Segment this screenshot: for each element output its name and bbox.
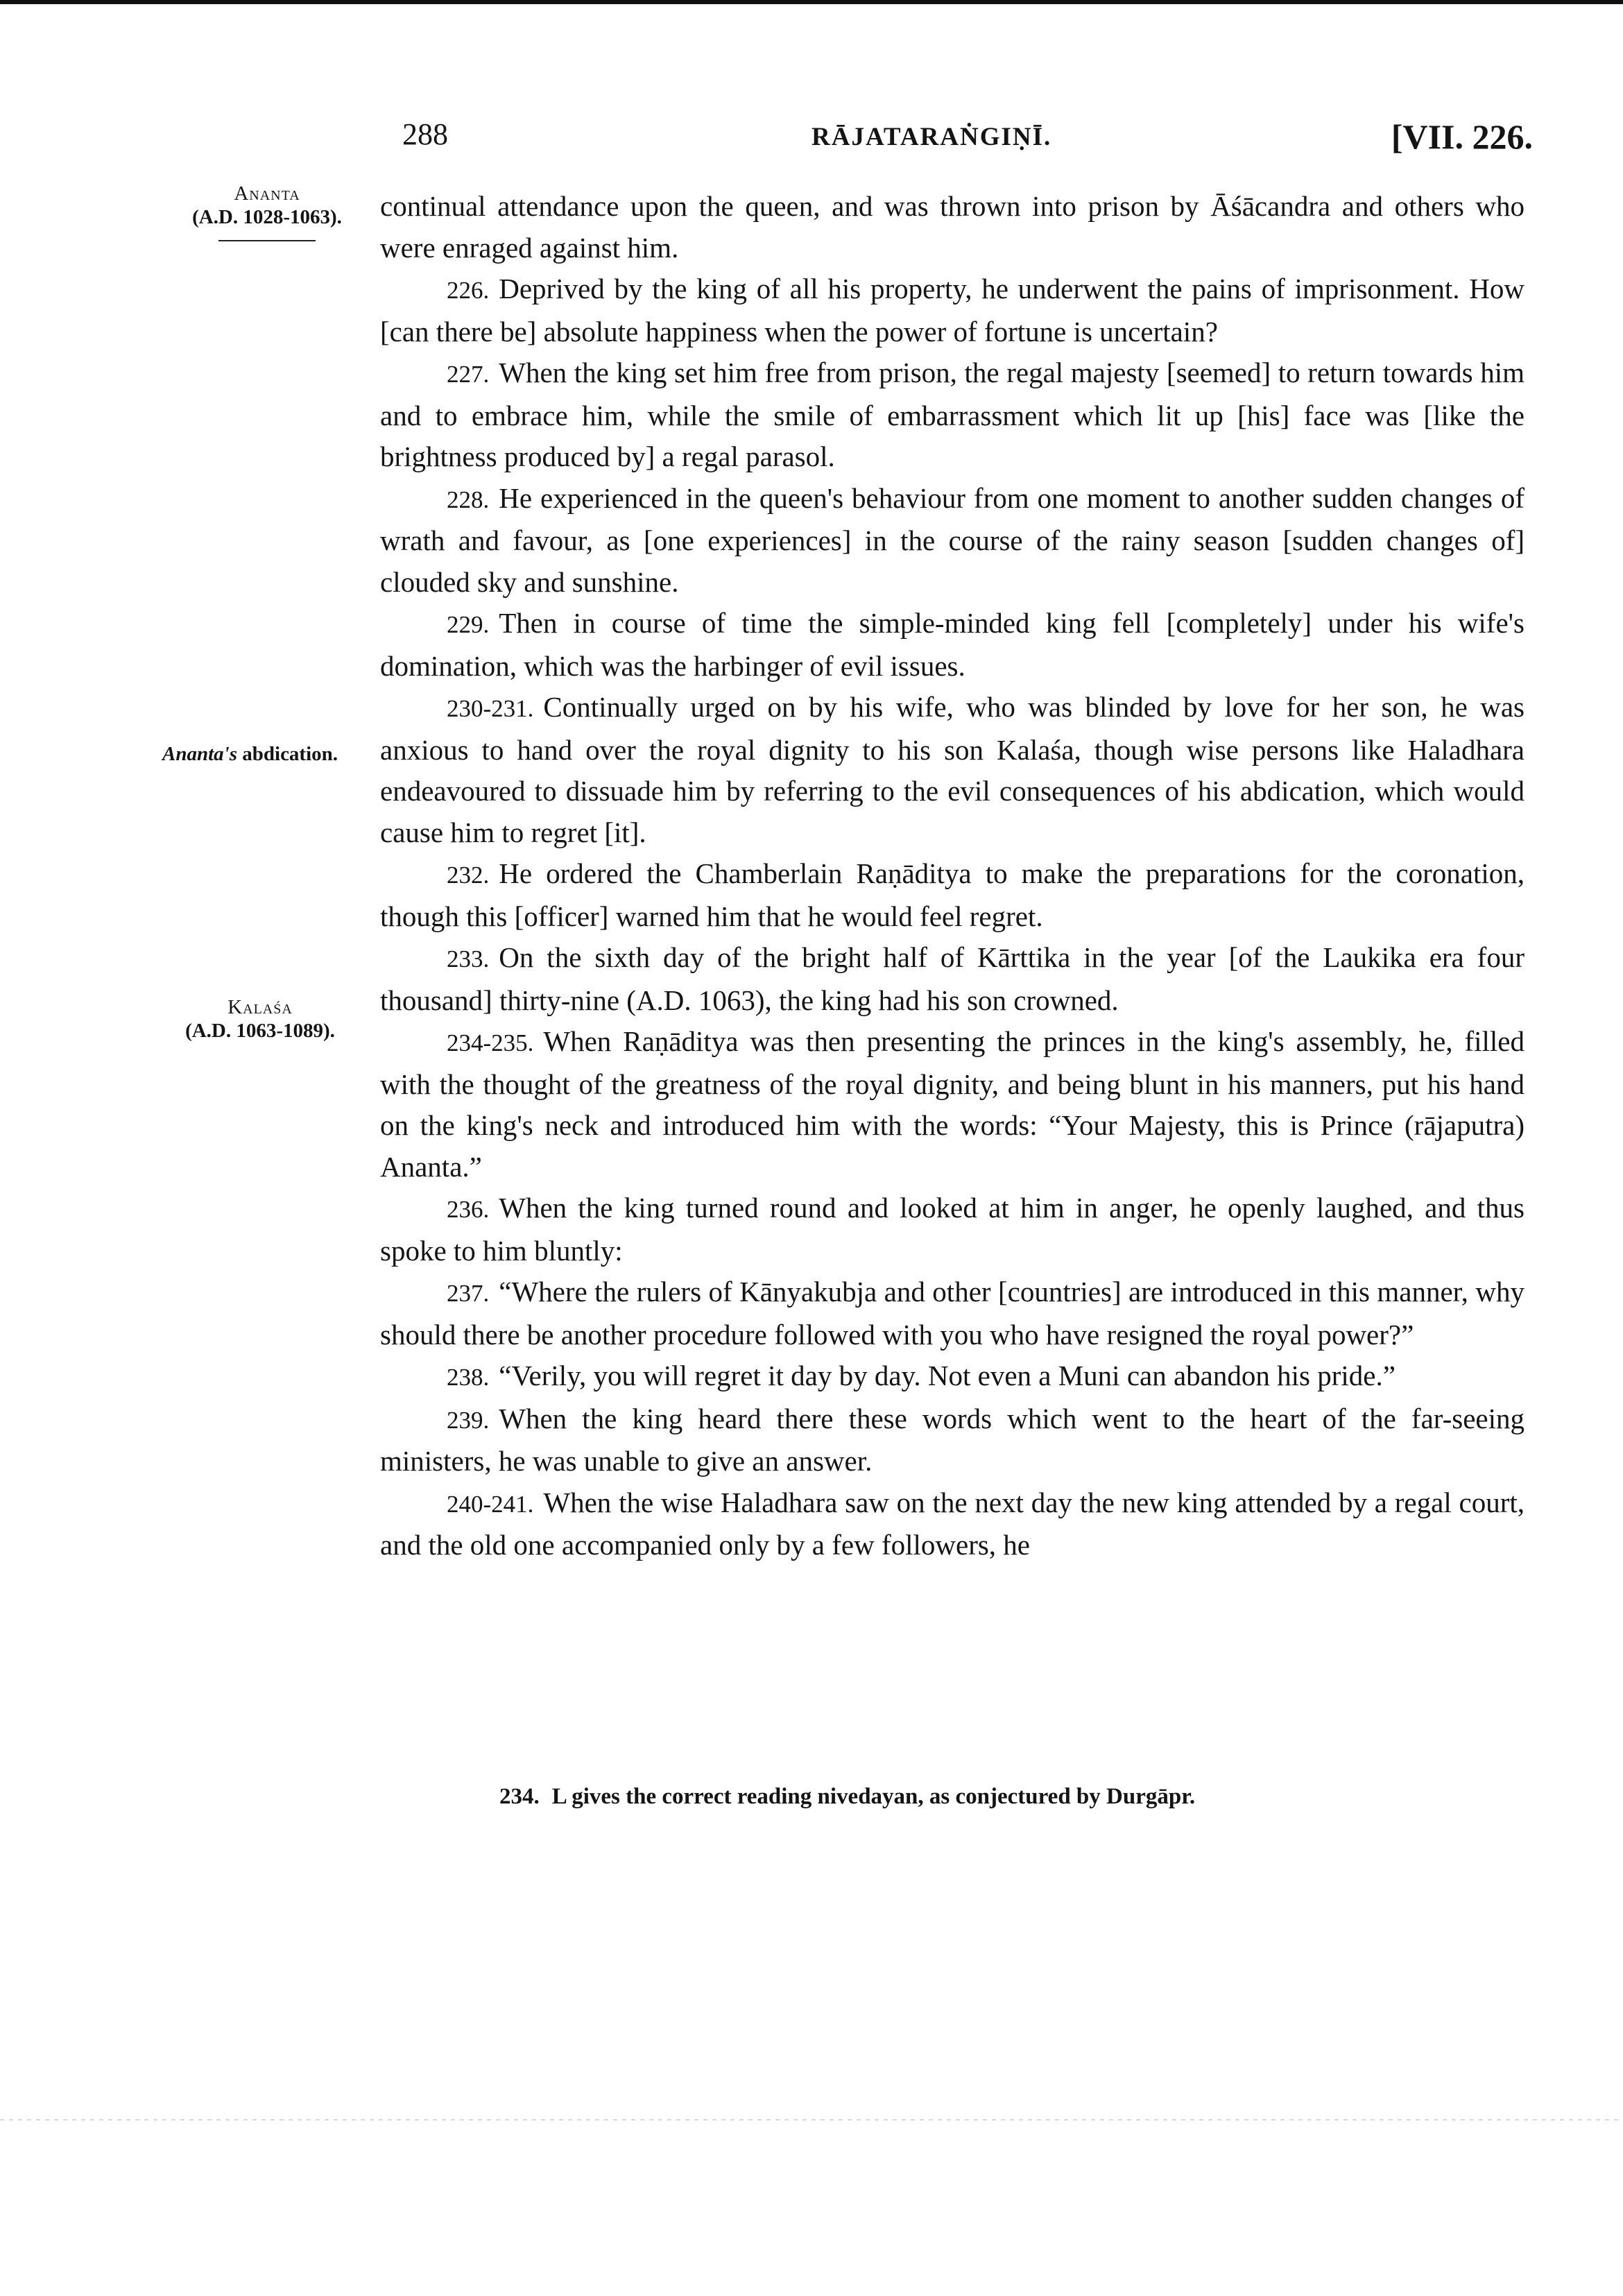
sidenote-abdication-name: Ananta's [162,743,237,765]
verse-text: He ordered the Chamberlain Raṇāditya to make the preparations for the coronation, though this [officer] warned him that he would feel regret. [380,857,1525,932]
sidenote-ananta [156,182,378,241]
verse-text: When the wise Haladhara saw on the next day the new king attended by a regal court, and the old one accompanied only by a few followers, he [380,1486,1525,1561]
running-title: RĀJATARAṄGIṆĪ. [812,123,1052,151]
sidenote-kalasa-dates: (A.D. 1063-1089). [185,1020,335,1042]
verse-237 [380,1271,1525,1355]
verse-228 [380,478,1525,603]
sidenote-ananta-dates: (A.D. 1028-1063). [192,206,342,228]
verse-234-235 [380,1021,1525,1188]
verse-239 [380,1398,1525,1482]
sidenote-abdication-rest: abdication. [237,743,338,765]
verse-text: When the king heard there these words which went to the heart of the far-seeing ministers, he was unable to give an answer. [380,1402,1525,1477]
footnote [499,1783,1505,1810]
sidenote-kalasa-name: Kalaśa [227,996,293,1018]
verse-240-241 [380,1482,1525,1566]
verse-text: He experienced in the queen's behaviour from one moment to another sudden changes of wrath and favour, as [one experiences] in the course of the rainy season [sudden changes of] clouded sky and sunshine. [380,481,1525,598]
paragraph-continuation [380,186,1525,268]
page-number: 288 [402,117,448,151]
verse-number: 236. [447,1196,490,1223]
verse-number: 234-235. [447,1029,534,1056]
sidenote-ananta-name: Ananta [234,182,300,205]
verse-number: 230-231. [447,695,534,722]
sidenote-kalasa [156,995,364,1043]
footnote-number: 234. [499,1784,540,1809]
verse-number: 237. [447,1280,490,1307]
verse-238 [380,1355,1525,1398]
verse-text: When Raṇāditya was then presenting the princes in the king's assembly, he, filled with the thought of the greatness of the royal dignity, and being blunt in his manners, put his hand on the king's neck and introduced him with the words: “Your Majesty, this is Prince (rājaputra) Ananta.” [380,1025,1525,1183]
verse-text: Then in course of time the simple-minded king fell [completely] under his wife's domination, which was the harbinger of evil issues. [380,607,1525,682]
verse-text: Continually urged on by his wife, who was blinded by love for her son, he was anxious to hand over the royal dignity to his son Kalaśa, though wise persons like Haladhara endeavoured to dissuade him by referring to the evil consequences of his abdication, which would cause him to regret [it]. [380,691,1525,848]
sidenote-abdication [162,742,384,766]
verse-number: 229. [447,611,490,638]
verse-number: 240-241. [447,1490,534,1518]
verse-number: 232. [447,862,490,889]
verse-text: When the king set him free from prison, the regal majesty [seemed] to return towards him and to embrace him, while the smile of embarrassment which lit up [his] face was [like the brightness produced by] a regal parasol. [380,357,1525,472]
verse-230-231 [380,687,1525,853]
scan-artifact-line [0,2119,1623,2121]
verse-233 [380,937,1525,1021]
verse-number: 228. [447,486,490,513]
paragraph-text: continual attendance upon the queen, and was thrown into prison by Āśācandra and others who were enraged against him. [380,190,1525,264]
main-text [380,186,1525,1566]
verse-text: “Verily, you will regret it day by day. Not even a Muni can abandon his pride.” [499,1360,1396,1391]
verse-number: 227. [447,361,490,388]
footnote-text: L gives the correct reading nivedayan, as conjectured by Durgāpr. [551,1784,1196,1809]
verse-232 [380,853,1525,937]
verse-227 [380,352,1525,478]
verse-text: When the king turned round and looked at him in anger, he openly laughed, and thus spoke to him bluntly: [380,1192,1525,1267]
verse-number: 233. [447,945,490,973]
sidenote-divider [218,240,316,241]
verse-text: Deprived by the king of all his property, he underwent the pains of imprisonment. How [can there be] absolute happiness when the power of fortune is uncertain? [380,273,1525,348]
verse-text: On the sixth day of the bright half of Kārttika in the year [of the Laukika era four thousand] thirty-nine (A.D. 1063), the king had his son crowned. [380,941,1525,1016]
verse-229 [380,603,1525,687]
verse-number: 226. [447,277,490,304]
verse-number: 239. [447,1406,490,1434]
verse-number: 238. [447,1364,490,1391]
page-header [402,117,1533,165]
verse-236 [380,1188,1525,1271]
verse-226 [380,268,1525,352]
section-reference: [VII. 226. [1391,117,1533,156]
top-border [0,0,1623,4]
verse-text: “Where the rulers of Kānyakubja and other [countries] are introduced in this manner, why should there be another procedure followed with you who have resigned the royal power?” [380,1276,1525,1351]
